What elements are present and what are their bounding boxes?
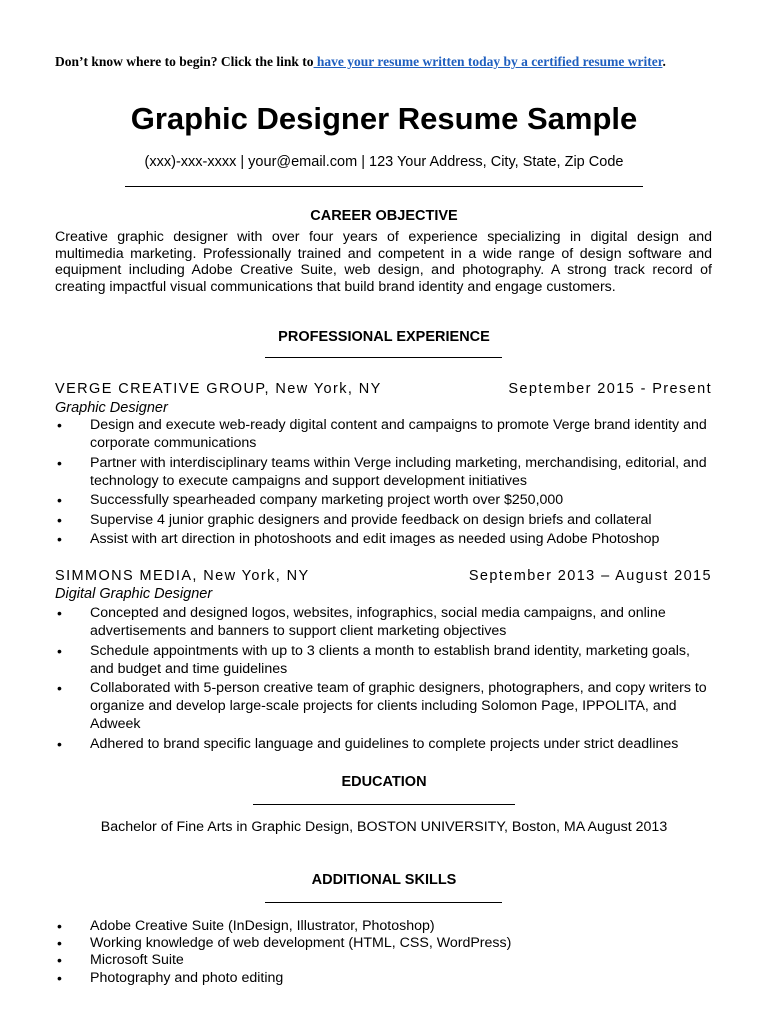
list-item bbox=[55, 530, 712, 548]
job-1-bullets bbox=[55, 416, 712, 550]
list-item bbox=[55, 952, 712, 969]
promo-period: . bbox=[662, 54, 666, 69]
list-item bbox=[55, 918, 712, 935]
skill-text: Working knowledge of web development (HTML, CSS, WordPress) bbox=[90, 935, 512, 952]
bullet-text: Adhered to brand specific language and guidelines to complete projects under strict deadlines bbox=[90, 735, 679, 752]
header-divider bbox=[125, 186, 643, 187]
bullet-text: Partner with interdisciplinary teams within Verge including marketing, merchandising, editorial, and technology to execute campaigns and support development initiatives bbox=[90, 454, 707, 489]
resume-writer-link[interactable]: have your resume written today by a certified resume writer bbox=[313, 54, 663, 69]
bullet-icon: • bbox=[57, 935, 62, 952]
bullet-icon: • bbox=[57, 735, 62, 752]
bullet-icon: • bbox=[57, 417, 62, 433]
skills-heading: ADDITIONAL SKILLS bbox=[311, 872, 457, 888]
education-entry: Bachelor of Fine Arts in Graphic Design, BOSTON UNIVERSITY, Boston, MA August 2013 bbox=[100, 819, 668, 835]
bullet-icon: • bbox=[57, 642, 62, 659]
job-2-header bbox=[55, 567, 712, 585]
job-1-header bbox=[55, 380, 712, 398]
skills-list bbox=[55, 918, 712, 987]
bullet-text: Assist with art direction in photoshoots and edit images as needed using Adobe Photoshop bbox=[90, 531, 660, 547]
list-item bbox=[55, 416, 712, 452]
job-1-employer: VERGE CREATIVE GROUP, New York, NY bbox=[55, 381, 382, 397]
skills-divider bbox=[265, 902, 502, 903]
job-1-dates: September 2015 - Present bbox=[508, 381, 712, 397]
bullet-text: Design and execute web-ready digital content and campaigns to promote Verge brand identity and corporate communications bbox=[90, 417, 707, 451]
bullet-text: Supervise 4 junior graphic designers and provide feedback on design briefs and collateral bbox=[90, 511, 652, 528]
education-divider bbox=[253, 804, 515, 805]
job-2-dates: September 2013 – August 2015 bbox=[468, 568, 712, 584]
promo-text: Don’t know where to begin? Click the link to bbox=[55, 54, 314, 69]
bullet-text: Concepted and designed logos, websites, infographics, social media campaigns, and online advertisements and banners to support client marketing objectives bbox=[90, 605, 666, 639]
skill-text: Microsoft Suite bbox=[90, 952, 184, 969]
bullet-icon: • bbox=[57, 454, 62, 471]
list-item bbox=[55, 642, 712, 678]
contact-line: (xxx)-xxx-xxxx | your@email.com | 123 Your Address, City, State, Zip Code bbox=[144, 154, 624, 170]
job-2-role: Digital Graphic Designer bbox=[55, 586, 213, 602]
list-item bbox=[55, 454, 712, 490]
page-title: Graphic Designer Resume Sample bbox=[130, 101, 638, 136]
list-item bbox=[55, 511, 712, 529]
bullet-icon: • bbox=[57, 605, 62, 621]
list-item bbox=[55, 735, 712, 753]
objective-text: Creative graphic designer with over four years of experience specializing in digital design and multimedia marketing. Professionally trained and competent in a wide range of design software and equipment including Adobe Creative Suite, web design, and photography. A strong track record of creating impactful visual communications that build brand identity and engage customers. bbox=[55, 229, 712, 295]
bullet-icon: • bbox=[57, 531, 62, 547]
job-2-employer: SIMMONS MEDIA, New York, NY bbox=[55, 568, 310, 584]
job-1-role: Graphic Designer bbox=[55, 400, 168, 416]
bullet-icon: • bbox=[57, 511, 62, 528]
bullet-text: Successfully spearheaded company marketing project worth over $250,000 bbox=[90, 492, 564, 508]
bullet-icon: • bbox=[57, 918, 62, 934]
job-2-bullets bbox=[55, 604, 712, 754]
bullet-text: Schedule appointments with up to 3 clients a month to establish brand identity, marketing goals, and budget and time guidelines bbox=[90, 642, 690, 677]
list-item bbox=[55, 935, 712, 952]
bullet-icon: • bbox=[57, 492, 62, 508]
experience-divider bbox=[265, 357, 502, 358]
skill-text: Adobe Creative Suite (InDesign, Illustrator, Photoshop) bbox=[90, 918, 435, 934]
list-item bbox=[55, 604, 712, 640]
bullet-text: Collaborated with 5-person creative team of graphic designers, photographers, and copy writers to organize and develop large-scale projects for clients including Solomon Page, IPPOLITA, and Adweek bbox=[90, 680, 707, 732]
skill-text: Photography and photo editing bbox=[90, 969, 284, 986]
education-heading: EDUCATION bbox=[341, 774, 427, 790]
bullet-icon: • bbox=[57, 952, 62, 969]
bullet-icon: • bbox=[57, 680, 62, 696]
list-item bbox=[55, 491, 712, 509]
bullet-icon: • bbox=[57, 969, 62, 986]
promo-banner bbox=[55, 53, 715, 70]
list-item bbox=[55, 970, 712, 987]
experience-heading: PROFESSIONAL EXPERIENCE bbox=[278, 329, 490, 345]
objective-heading: CAREER OBJECTIVE bbox=[310, 208, 458, 224]
list-item bbox=[55, 679, 712, 733]
